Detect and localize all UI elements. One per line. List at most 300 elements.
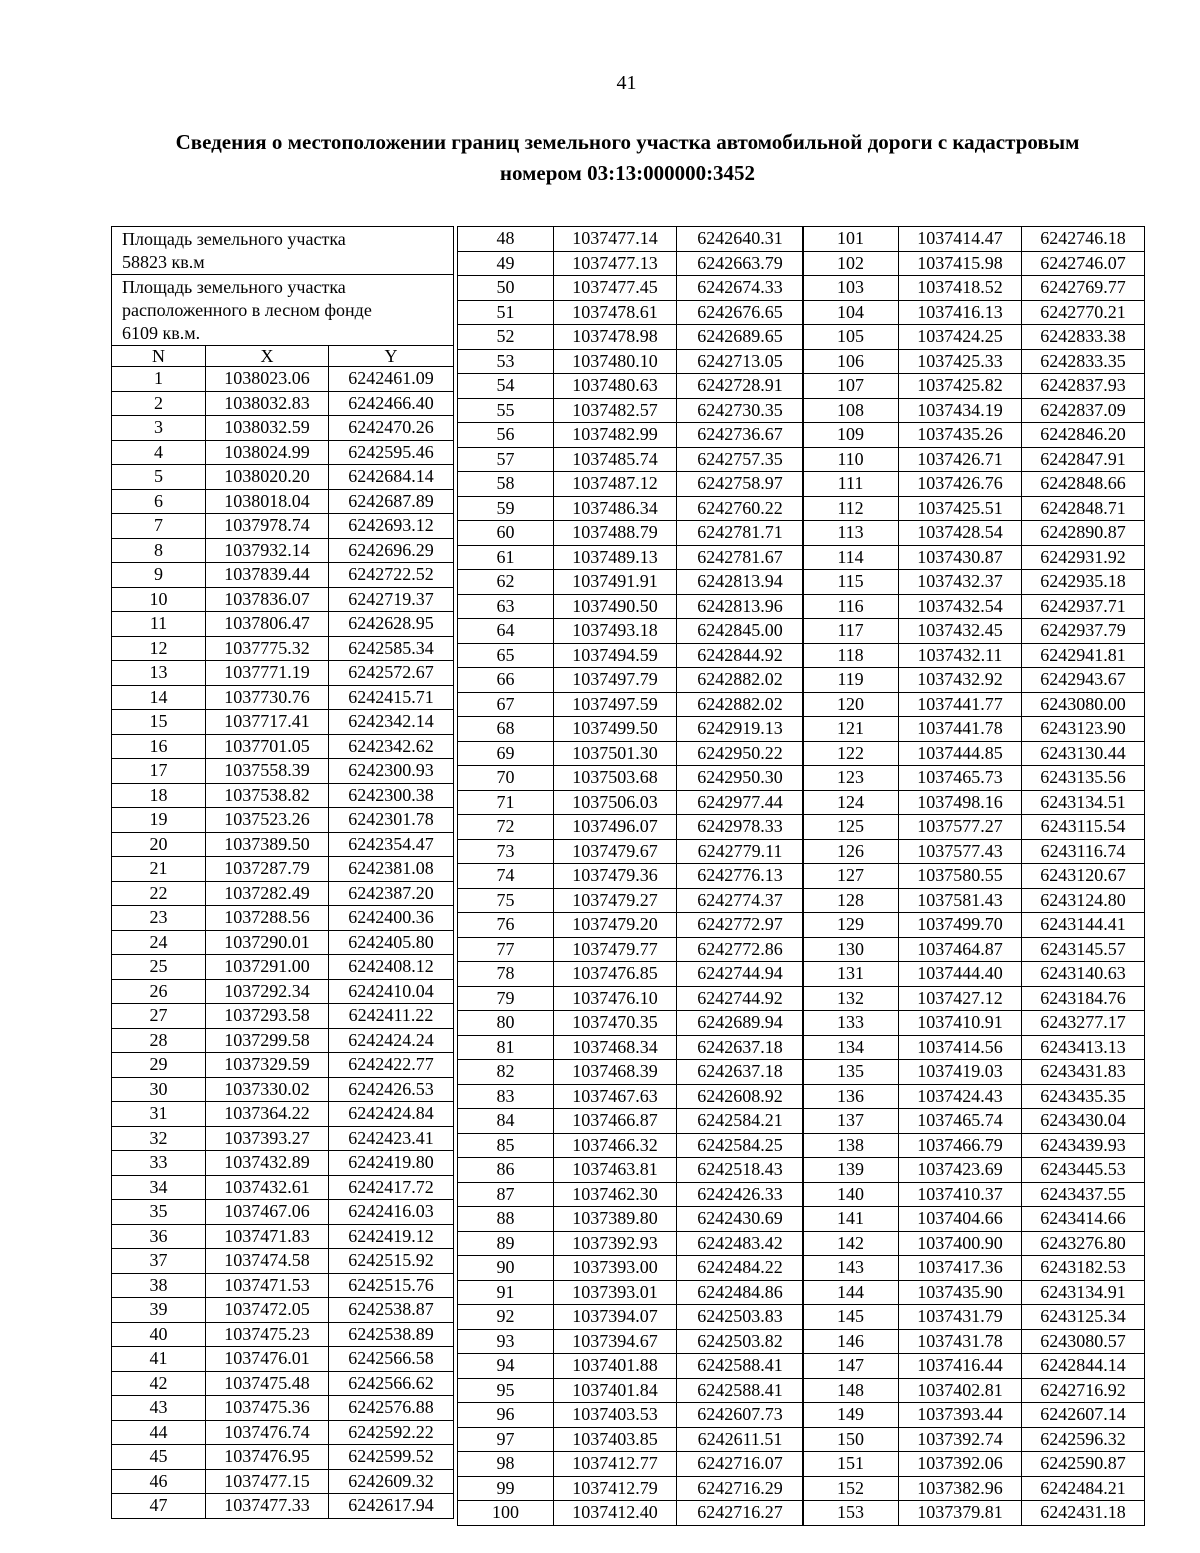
- point-y: 6242637.18: [677, 1035, 804, 1060]
- point-number: 123: [803, 766, 899, 791]
- point-x: 1037488.79: [554, 521, 677, 546]
- forest-label-2: расположенного в лесном фонде: [122, 299, 372, 320]
- table-row: [803, 1158, 1145, 1183]
- point-y: 6242950.30: [677, 766, 804, 791]
- point-y: 6242722.52: [329, 563, 454, 588]
- point-y: 6242417.72: [329, 1175, 454, 1200]
- point-number: 128: [803, 888, 899, 913]
- table-row: [458, 1280, 804, 1305]
- point-x: 1037493.18: [554, 619, 677, 644]
- point-y: 6242590.87: [1022, 1452, 1145, 1477]
- table-row: [803, 888, 1145, 913]
- point-y: 6242689.94: [677, 1011, 804, 1036]
- point-number: 28: [112, 1028, 206, 1053]
- table-row: [112, 881, 454, 906]
- point-y: 6242950.22: [677, 741, 804, 766]
- point-x: 1037424.25: [899, 325, 1022, 350]
- point-y: 6242387.20: [329, 881, 454, 906]
- table-row: [803, 815, 1145, 840]
- table-row: [112, 857, 454, 882]
- table-row: [803, 962, 1145, 987]
- point-x: 1037558.39: [206, 759, 329, 784]
- point-y: 6242599.52: [329, 1445, 454, 1470]
- table-row: [112, 734, 454, 759]
- point-x: 1037978.74: [206, 514, 329, 539]
- point-number: 67: [458, 692, 554, 717]
- table-row: [803, 1378, 1145, 1403]
- point-x: 1037932.14: [206, 538, 329, 563]
- point-number: 45: [112, 1445, 206, 1470]
- point-y: 6243445.53: [1022, 1158, 1145, 1183]
- point-number: 144: [803, 1280, 899, 1305]
- point-number: 126: [803, 839, 899, 864]
- point-x: 1038020.20: [206, 465, 329, 490]
- point-number: 59: [458, 496, 554, 521]
- point-y: 6243182.53: [1022, 1256, 1145, 1281]
- point-y: 6242484.22: [677, 1256, 804, 1281]
- table-row: [112, 1322, 454, 1347]
- table-row: [458, 1158, 804, 1183]
- point-number: 11: [112, 612, 206, 637]
- table-row: [112, 416, 454, 441]
- point-number: 99: [458, 1476, 554, 1501]
- point-y: 6242585.34: [329, 636, 454, 661]
- point-y: 6242781.67: [677, 545, 804, 570]
- point-x: 1037476.01: [206, 1347, 329, 1372]
- point-x: 1037775.32: [206, 636, 329, 661]
- point-number: 6: [112, 489, 206, 514]
- point-y: 6242430.69: [677, 1207, 804, 1232]
- table-row: [112, 1371, 454, 1396]
- point-x: 1037423.69: [899, 1158, 1022, 1183]
- point-x: 1037417.36: [899, 1256, 1022, 1281]
- table-row: [803, 1427, 1145, 1452]
- point-y: 6242713.05: [677, 349, 804, 374]
- point-y: 6243135.56: [1022, 766, 1145, 791]
- point-y: 6243413.13: [1022, 1035, 1145, 1060]
- point-number: 3: [112, 416, 206, 441]
- table-row: [803, 913, 1145, 938]
- point-number: 86: [458, 1158, 554, 1183]
- point-x: 1037416.44: [899, 1354, 1022, 1379]
- table-row: [803, 741, 1145, 766]
- point-number: 90: [458, 1256, 554, 1281]
- point-x: 1037364.22: [206, 1102, 329, 1127]
- table-row: [112, 440, 454, 465]
- point-number: 143: [803, 1256, 899, 1281]
- table-row: [458, 839, 804, 864]
- point-number: 115: [803, 570, 899, 595]
- point-y: 6242608.92: [677, 1084, 804, 1109]
- point-x: 1037299.58: [206, 1028, 329, 1053]
- point-x: 1037580.55: [899, 864, 1022, 889]
- point-number: 47: [112, 1494, 206, 1519]
- point-number: 17: [112, 759, 206, 784]
- table-row: [458, 888, 804, 913]
- table-row: [458, 692, 804, 717]
- table-row: [458, 1060, 804, 1085]
- point-x: 1037329.59: [206, 1053, 329, 1078]
- point-x: 1037476.74: [206, 1420, 329, 1445]
- point-x: 1037476.85: [554, 962, 677, 987]
- point-x: 1037479.36: [554, 864, 677, 889]
- point-number: 16: [112, 734, 206, 759]
- point-x: 1037478.61: [554, 300, 677, 325]
- point-y: 6242426.53: [329, 1077, 454, 1102]
- point-y: 6243080.57: [1022, 1329, 1145, 1354]
- point-y: 6242416.03: [329, 1200, 454, 1225]
- point-x: 1038024.99: [206, 440, 329, 465]
- point-x: 1037394.67: [554, 1329, 677, 1354]
- point-number: 94: [458, 1354, 554, 1379]
- point-y: 6242833.38: [1022, 325, 1145, 350]
- point-number: 118: [803, 643, 899, 668]
- table-row: [458, 496, 804, 521]
- table-row: [458, 374, 804, 399]
- point-x: 1037430.87: [899, 545, 1022, 570]
- table-row: [458, 717, 804, 742]
- point-y: 6242411.22: [329, 1004, 454, 1029]
- point-y: 6242844.14: [1022, 1354, 1145, 1379]
- point-x: 1037403.53: [554, 1403, 677, 1428]
- point-x: 1037393.00: [554, 1256, 677, 1281]
- table-row: [112, 1273, 454, 1298]
- area-label: Площадь земельного участка: [122, 228, 346, 249]
- point-number: 134: [803, 1035, 899, 1060]
- table-row: [803, 1133, 1145, 1158]
- column-header-x: X: [206, 346, 329, 367]
- table-row: [803, 1452, 1145, 1477]
- point-y: 6243435.35: [1022, 1084, 1145, 1109]
- table-row: [112, 783, 454, 808]
- point-x: 1037523.26: [206, 808, 329, 833]
- title-line-1: Сведения о местоположении границ земельного участка автомобильной дороги с кадастровым: [175, 130, 1080, 154]
- point-x: 1037466.87: [554, 1109, 677, 1134]
- table-row: [458, 1427, 804, 1452]
- point-y: 6242935.18: [1022, 570, 1145, 595]
- table-row: [458, 545, 804, 570]
- point-y: 6242770.21: [1022, 300, 1145, 325]
- table-row: [458, 276, 804, 301]
- coordinates-table-middle: [457, 226, 804, 1526]
- table-row: [803, 937, 1145, 962]
- point-number: 14: [112, 685, 206, 710]
- table-row: [803, 349, 1145, 374]
- table-row: [803, 300, 1145, 325]
- point-x: 1037282.49: [206, 881, 329, 906]
- point-y: 6242781.71: [677, 521, 804, 546]
- point-number: 49: [458, 251, 554, 276]
- point-x: 1037806.47: [206, 612, 329, 637]
- point-x: 1037424.43: [899, 1084, 1022, 1109]
- point-number: 78: [458, 962, 554, 987]
- point-x: 1037416.13: [899, 300, 1022, 325]
- point-x: 1037480.10: [554, 349, 677, 374]
- table-row: [458, 1256, 804, 1281]
- point-number: 61: [458, 545, 554, 570]
- table-row: [458, 937, 804, 962]
- point-number: 12: [112, 636, 206, 661]
- point-x: 1037431.78: [899, 1329, 1022, 1354]
- point-y: 6242760.22: [677, 496, 804, 521]
- point-number: 7: [112, 514, 206, 539]
- point-number: 72: [458, 815, 554, 840]
- table-row: [458, 300, 804, 325]
- point-number: 103: [803, 276, 899, 301]
- point-x: 1037489.13: [554, 545, 677, 570]
- point-x: 1037497.79: [554, 668, 677, 693]
- table-row: [458, 1403, 804, 1428]
- point-number: 8: [112, 538, 206, 563]
- point-number: 23: [112, 906, 206, 931]
- point-number: 51: [458, 300, 554, 325]
- column-header-y: Y: [329, 346, 454, 367]
- point-y: 6242837.09: [1022, 398, 1145, 423]
- point-y: 6242758.97: [677, 472, 804, 497]
- table-row: [112, 1347, 454, 1372]
- point-x: 1037496.07: [554, 815, 677, 840]
- point-number: 76: [458, 913, 554, 938]
- point-number: 122: [803, 741, 899, 766]
- point-x: 1037479.20: [554, 913, 677, 938]
- point-y: 6242943.67: [1022, 668, 1145, 693]
- point-y: 6243134.51: [1022, 790, 1145, 815]
- point-x: 1037485.74: [554, 447, 677, 472]
- point-x: 1037435.90: [899, 1280, 1022, 1305]
- point-number: 130: [803, 937, 899, 962]
- point-x: 1037467.06: [206, 1200, 329, 1225]
- column-header-n: N: [112, 346, 206, 367]
- point-y: 6242640.31: [677, 227, 804, 252]
- table-row: [803, 1035, 1145, 1060]
- table-row: [112, 391, 454, 416]
- point-y: 6242503.83: [677, 1305, 804, 1330]
- point-number: 29: [112, 1053, 206, 1078]
- point-number: 65: [458, 643, 554, 668]
- table-row: [803, 1354, 1145, 1379]
- point-x: 1038032.83: [206, 391, 329, 416]
- table-row: [458, 668, 804, 693]
- table-row: [112, 1028, 454, 1053]
- forest-value: 6109 кв.м.: [122, 322, 201, 343]
- point-number: 41: [112, 1347, 206, 1372]
- point-number: 125: [803, 815, 899, 840]
- point-y: 6243439.93: [1022, 1133, 1145, 1158]
- table-row: [803, 1329, 1145, 1354]
- column-header-row: [112, 346, 454, 367]
- point-x: 1037501.30: [554, 741, 677, 766]
- point-number: 109: [803, 423, 899, 448]
- point-x: 1037290.01: [206, 930, 329, 955]
- point-y: 6242937.79: [1022, 619, 1145, 644]
- point-number: 34: [112, 1175, 206, 1200]
- point-x: 1037717.41: [206, 710, 329, 735]
- point-x: 1037475.48: [206, 1371, 329, 1396]
- point-y: 6242716.29: [677, 1476, 804, 1501]
- table-row: [803, 1231, 1145, 1256]
- point-y: 6243145.57: [1022, 937, 1145, 962]
- point-x: 1037291.00: [206, 955, 329, 980]
- point-number: 82: [458, 1060, 554, 1085]
- point-number: 102: [803, 251, 899, 276]
- table-row: [458, 1011, 804, 1036]
- table-row: [458, 521, 804, 546]
- table-row: [458, 325, 804, 350]
- point-x: 1037494.59: [554, 643, 677, 668]
- point-x: 1037480.63: [554, 374, 677, 399]
- point-number: 97: [458, 1427, 554, 1452]
- point-x: 1037479.67: [554, 839, 677, 864]
- point-y: 6242696.29: [329, 538, 454, 563]
- point-number: 35: [112, 1200, 206, 1225]
- point-number: 87: [458, 1182, 554, 1207]
- point-x: 1037426.71: [899, 447, 1022, 472]
- table-row: [112, 1053, 454, 1078]
- point-x: 1037577.43: [899, 839, 1022, 864]
- point-x: 1037499.50: [554, 717, 677, 742]
- point-y: 6242410.04: [329, 979, 454, 1004]
- point-x: 1037477.14: [554, 227, 677, 252]
- point-number: 43: [112, 1396, 206, 1421]
- point-x: 1037470.35: [554, 1011, 677, 1036]
- point-y: 6242813.94: [677, 570, 804, 595]
- point-number: 127: [803, 864, 899, 889]
- point-y: 6243437.55: [1022, 1182, 1145, 1207]
- point-number: 20: [112, 832, 206, 857]
- point-x: 1037444.40: [899, 962, 1022, 987]
- table-row: [112, 1469, 454, 1494]
- point-y: 6242833.35: [1022, 349, 1145, 374]
- point-number: 44: [112, 1420, 206, 1445]
- point-y: 6242609.32: [329, 1469, 454, 1494]
- point-x: 1037730.76: [206, 685, 329, 710]
- table-row: [112, 1224, 454, 1249]
- point-x: 1037499.70: [899, 913, 1022, 938]
- point-y: 6242844.92: [677, 643, 804, 668]
- point-x: 1037419.03: [899, 1060, 1022, 1085]
- table-row: [803, 325, 1145, 350]
- point-number: 146: [803, 1329, 899, 1354]
- point-y: 6243144.41: [1022, 913, 1145, 938]
- point-y: 6242422.77: [329, 1053, 454, 1078]
- point-number: 10: [112, 587, 206, 612]
- point-y: 6242596.32: [1022, 1427, 1145, 1452]
- point-x: 1037465.74: [899, 1109, 1022, 1134]
- point-y: 6242576.88: [329, 1396, 454, 1421]
- table-row: [803, 496, 1145, 521]
- area-value: 58823 кв.м: [122, 251, 205, 272]
- table-row: [803, 643, 1145, 668]
- point-y: 6242300.38: [329, 783, 454, 808]
- point-number: 129: [803, 913, 899, 938]
- point-x: 1037506.03: [554, 790, 677, 815]
- point-y: 6242890.87: [1022, 521, 1145, 546]
- table-row: [112, 1494, 454, 1519]
- table-row: [112, 1249, 454, 1274]
- point-number: 138: [803, 1133, 899, 1158]
- point-number: 96: [458, 1403, 554, 1428]
- table-row: [803, 790, 1145, 815]
- point-number: 104: [803, 300, 899, 325]
- table-row: [803, 545, 1145, 570]
- point-x: 1038018.04: [206, 489, 329, 514]
- table-row: [458, 1354, 804, 1379]
- point-x: 1037477.45: [554, 276, 677, 301]
- table-row: [458, 815, 804, 840]
- point-x: 1037393.44: [899, 1403, 1022, 1428]
- point-number: 50: [458, 276, 554, 301]
- table-row: [803, 374, 1145, 399]
- table-row: [112, 759, 454, 784]
- table-row: [803, 1109, 1145, 1134]
- point-y: 6242772.97: [677, 913, 804, 938]
- point-x: 1037392.06: [899, 1452, 1022, 1477]
- point-y: 6242466.40: [329, 391, 454, 416]
- table-row: [458, 1109, 804, 1134]
- table-row: [803, 1060, 1145, 1085]
- table-row: [112, 661, 454, 686]
- point-x: 1037472.05: [206, 1298, 329, 1323]
- table-row: [458, 1133, 804, 1158]
- point-number: 117: [803, 619, 899, 644]
- point-y: 6242776.13: [677, 864, 804, 889]
- point-number: 108: [803, 398, 899, 423]
- point-x: 1037466.32: [554, 1133, 677, 1158]
- table-row: [803, 1501, 1145, 1526]
- point-x: 1037471.83: [206, 1224, 329, 1249]
- point-x: 1037462.30: [554, 1182, 677, 1207]
- point-y: 6242431.18: [1022, 1501, 1145, 1526]
- point-number: 56: [458, 423, 554, 448]
- point-x: 1037412.40: [554, 1501, 677, 1526]
- point-number: 24: [112, 930, 206, 955]
- point-x: 1037503.68: [554, 766, 677, 791]
- point-number: 71: [458, 790, 554, 815]
- point-x: 1037482.57: [554, 398, 677, 423]
- point-x: 1037476.10: [554, 986, 677, 1011]
- point-y: 6242941.81: [1022, 643, 1145, 668]
- table-row: [803, 570, 1145, 595]
- point-x: 1037425.51: [899, 496, 1022, 521]
- point-x: 1037471.53: [206, 1273, 329, 1298]
- point-number: 58: [458, 472, 554, 497]
- point-x: 1037414.56: [899, 1035, 1022, 1060]
- point-y: 6243184.76: [1022, 986, 1145, 1011]
- point-x: 1037490.50: [554, 594, 677, 619]
- point-y: 6243123.90: [1022, 717, 1145, 742]
- point-number: 27: [112, 1004, 206, 1029]
- point-y: 6242424.84: [329, 1102, 454, 1127]
- point-number: 107: [803, 374, 899, 399]
- point-number: 57: [458, 447, 554, 472]
- point-x: 1037487.12: [554, 472, 677, 497]
- point-x: 1037379.81: [899, 1501, 1022, 1526]
- point-number: 36: [112, 1224, 206, 1249]
- point-y: 6242693.12: [329, 514, 454, 539]
- point-y: 6242813.96: [677, 594, 804, 619]
- table-row: [112, 685, 454, 710]
- point-x: 1037463.81: [554, 1158, 677, 1183]
- point-number: 131: [803, 962, 899, 987]
- point-x: 1037435.26: [899, 423, 1022, 448]
- area-info-row: [112, 227, 454, 275]
- point-y: 6242637.18: [677, 1060, 804, 1085]
- point-x: 1037418.52: [899, 276, 1022, 301]
- point-y: 6242584.25: [677, 1133, 804, 1158]
- table-row: [803, 447, 1145, 472]
- table-row: [458, 251, 804, 276]
- table-row: [112, 1077, 454, 1102]
